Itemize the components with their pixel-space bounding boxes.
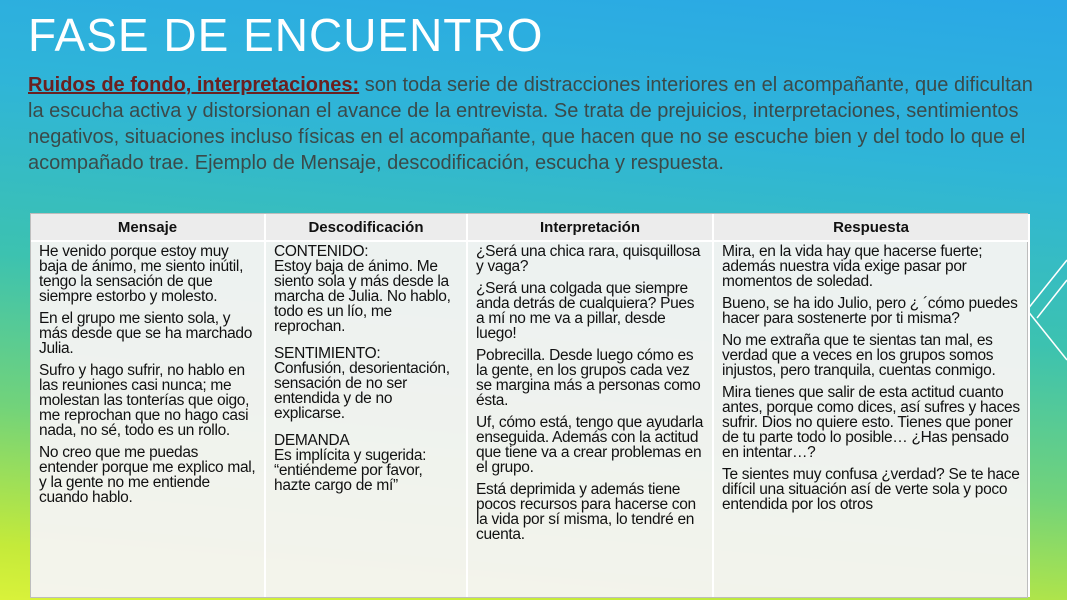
slide-title: FASE DE ENCUENTRO: [28, 9, 544, 61]
sentimiento-text: Confusión, desorientación, sensación de no ser entendida y de no explicarse.: [274, 360, 450, 422]
interpretacion-paragraph: Uf, cómo está, tengo que ayudarla enseguida. Además con la actitud que tiene va a crear problemas en el grupo.: [476, 414, 704, 476]
respuesta-paragraph: Mira, en la vida hay que hacerse fuerte; además nuestra vida exige pasar por momentos de soledad.: [722, 243, 983, 290]
interpretacion-paragraph: ¿Será una chica rara, quisquillosa y vaga?: [476, 243, 701, 275]
contenido-text: Estoy baja de ánimo. Me siento sola y más desde la marcha de Julia. No hablo, todo es un lío, me reprochan.: [274, 258, 451, 335]
intro-paragraph: [28, 72, 1038, 176]
mensaje-paragraph: He venido porque estoy muy baja de ánimo, me siento inútil, tengo la sensación de que siempre estorbo y molesto.: [39, 243, 244, 305]
contenido-label: CONTENIDO:: [274, 243, 369, 260]
respuesta-paragraph: No me extraña que te sientas tan mal, es verdad que a veces en los grupos somos injustos, pero tranquila, cuentas conmigo.: [722, 332, 996, 379]
column-interpretacion: [467, 241, 713, 597]
sentimiento-label: SENTIMIENTO:: [274, 345, 381, 362]
interpretacion-paragraph: Está deprimida y además tiene pocos recursos para hacerse con la vida por sí misma, lo tendré en cuenta.: [476, 481, 696, 543]
respuesta-paragraph: Bueno, se ha ido Julio, pero ¿ ´cómo puedes hacer para sostenerte por ti misma?: [722, 295, 1018, 327]
interpretacion-paragraph: ¿Será una colgada que siempre anda detrás de cualquiera? Pues a mí no me va a pillar, desde luego!: [476, 280, 695, 342]
header-descodificacion: Descodificación: [265, 214, 467, 241]
intro-term: Ruidos de fondo, interpretaciones:: [28, 74, 360, 96]
mensaje-paragraph: Sufro y hago sufrir, no hablo en las reuniones casi nunca; me molestan las tonterías que oigo, me reprochan que no hago casi nada, no sé, todo es un rollo.: [39, 362, 250, 439]
header-mensaje: Mensaje: [31, 214, 265, 241]
column-respuesta: [713, 241, 1029, 597]
respuesta-paragraph: Te sientes muy confusa ¿verdad? Se te hace difícil una situación así de verte sola y poco entendida por los otros: [722, 466, 1020, 513]
example-table: [30, 213, 1028, 598]
column-mensaje: [31, 241, 265, 597]
demanda-text: Es implícita y sugerida: “entiéndeme por favor, hazte cargo de mí”: [274, 447, 427, 494]
decorative-lines: [1027, 250, 1067, 370]
interpretacion-paragraph: Pobrecilla. Desde luego cómo es la gente, en los grupos cada vez se margina más a personas como ésta.: [476, 347, 701, 409]
intro-text: son toda serie de distracciones interiores en el acompañante, que dificultan la escucha activa y distorsionan el avance de la entrevista. Se trata de prejuicios, interpretaciones, sentimientos negativos, situaciones incluso físicas en el acompañante, que hacen que no se escuche bien y del todo lo que el acompañado trae. Ejemplo de Mensaje, descodificación, escucha y respuesta.: [28, 74, 1033, 174]
column-descodificacion: [265, 241, 467, 597]
mensaje-paragraph: En el grupo me siento sola, y más desde que se ha marchado Julia.: [39, 310, 253, 357]
header-respuesta: Respuesta: [713, 214, 1029, 241]
header-interpretacion: Interpretación: [467, 214, 713, 241]
demanda-label: DEMANDA: [274, 432, 350, 449]
mensaje-paragraph: No creo que me puedas entender porque me explico mal, y la gente no me entiende cuando hablo.: [39, 444, 256, 506]
respuesta-paragraph: Mira tienes que salir de esta actitud cuanto antes, porque como dices, así sufres y haces sufrir. Dios no quiere esto. Tienes que poner de tu parte todo lo posible… ¿Has pensado en intentar…?: [722, 384, 1020, 461]
